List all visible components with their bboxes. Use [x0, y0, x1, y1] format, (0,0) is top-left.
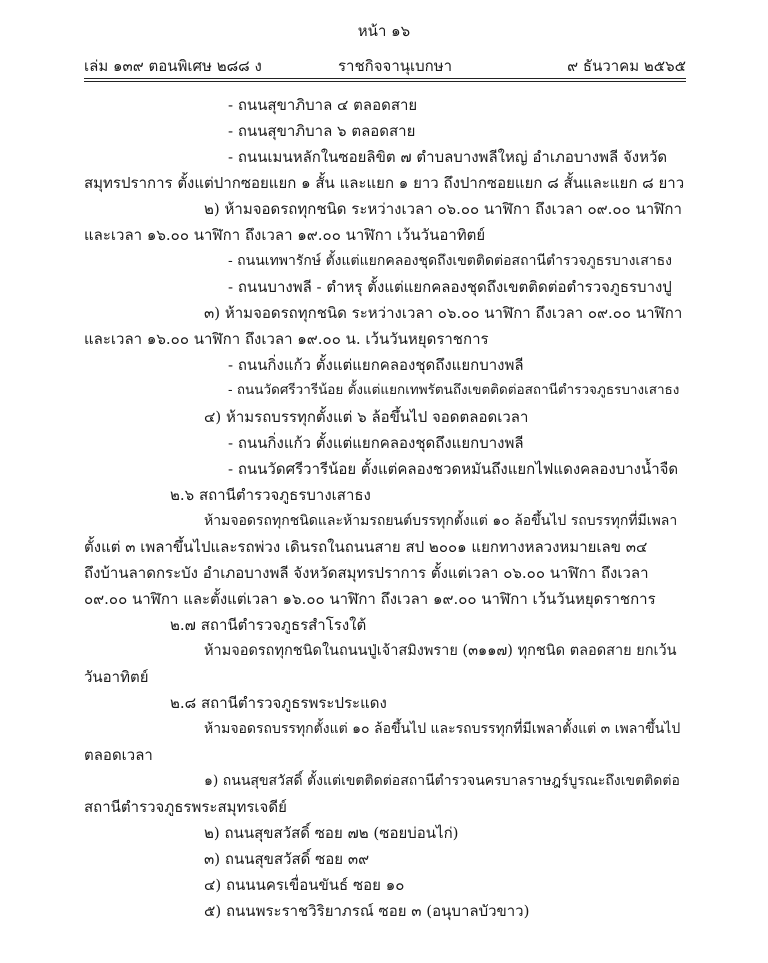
paragraph-line: ๐๙.๐๐ นาฬิกา และตั้งแต่เวลา ๑๖.๐๐ นาฬิกา ถึงเวลา ๑๙.๐๐ นาฬิกา เว้นวันหยุดราชการ — [84, 590, 656, 608]
numbered-item: ๔) ห้ามรถบรรทุกตั้งแต่ ๖ ล้อขึ้นไป จอดตลอดเวลา — [204, 408, 529, 426]
numbered-item: ๑) ถนนสุขสวัสดิ์ ตั้งแต่เขตติดต่อสถานีตำรวจนครบาลราษฎร์บูรณะถึงเขตติดต่อ — [204, 773, 680, 789]
numbered-item: ๕) ถนนพระราชวิริยาภรณ์ ซอย ๓ (อนุบาลบัวขาว) — [204, 902, 530, 920]
paragraph-line: ตลอดเวลา — [84, 746, 153, 764]
list-item: - ถนนเมนหลักในซอยลิขิต ๗ ตำบลบางพลีใหญ่ อำเภอบางพลี จังหวัด — [228, 148, 668, 166]
paragraph-line: สถานีตำรวจภูธรพระสมุทรเจดีย์ — [84, 798, 287, 816]
paragraph-line: ตั้งแต่ ๓ เพลาขึ้นไปและรถพ่วง เดินรถในถนนสาย สป ๒๐๐๑ แยกทางหลวงหมายเลข ๓๔ — [84, 538, 648, 556]
header-divider — [84, 78, 686, 79]
paragraph-line: สมุทรปราการ ตั้งแต่ปากซอยแยก ๑ สั้น และแยก ๑ ยาว ถึงปากซอยแยก ๘ สั้นและแยก ๘ ยาว — [84, 174, 685, 192]
paragraph-line: ห้ามจอดรถบรรทุกตั้งแต่ ๑๐ ล้อขึ้นไป และรถบรรทุกที่มีเพลาตั้งแต่ ๓ เพลาขึ้นไป — [204, 721, 681, 737]
list-item: - ถนนสุขาภิบาล ๖ ตลอดสาย — [228, 122, 416, 140]
publication-date: ๙ ธันวาคม ๒๕๖๕ — [567, 57, 686, 75]
paragraph-line: และเวลา ๑๖.๐๐ นาฬิกา ถึงเวลา ๑๙.๐๐ นาฬิกา เว้นวันอาทิตย์ — [84, 226, 486, 244]
paragraph-line: และเวลา ๑๖.๐๐ นาฬิกา ถึงเวลา ๑๙.๐๐ น. เว้นวันหยุดราชการ — [84, 330, 489, 348]
section-heading: ๒.๖ สถานีตำรวจภูธรบางเสาธง — [170, 486, 371, 504]
section-heading: ๒.๗ สถานีตำรวจภูธรสำโรงใต้ — [170, 616, 367, 634]
paragraph-line: วันอาทิตย์ — [84, 668, 149, 686]
list-item: - ถนนกิ่งแก้ว ตั้งแต่แยกคลองชุดถึงแยกบางพลี — [228, 356, 524, 374]
paragraph-line: ถึงบ้านลาดกระบัง อำเภอบางพลี จังหวัดสมุทรปราการ ตั้งแต่เวลา ๐๖.๐๐ นาฬิกา ถึงเวลา — [84, 564, 649, 582]
list-item: - ถนนสุขาภิบาล ๔ ตลอดสาย — [228, 96, 418, 114]
numbered-item: ๓) ถนนสุขสวัสดิ์ ซอย ๓๙ — [204, 850, 370, 868]
volume-info: เล่ม ๑๓๙ ตอนพิเศษ ๒๘๘ ง — [84, 57, 262, 75]
paragraph-line: ห้ามจอดรถทุกชนิดในถนนปู่เจ้าสมิงพราย (๓๑๑๗) ทุกชนิด ตลอดสาย ยกเว้น — [204, 643, 677, 659]
header-divider-double — [84, 81, 686, 82]
numbered-item: ๒) ถนนสุขสวัสดิ์ ซอย ๗๒ (ซอยบ่อนไก่) — [204, 824, 459, 842]
list-item: - ถนนกิ่งแก้ว ตั้งแต่แยกคลองชุดถึงแยกบางพลี — [228, 434, 524, 452]
numbered-item: ๓) ห้ามจอดรถทุกชนิด ระหว่างเวลา ๐๖.๐๐ นาฬิกา ถึงเวลา ๐๙.๐๐ นาฬิกา — [204, 304, 683, 322]
paragraph-line: ห้ามจอดรถทุกชนิดและห้ามรถยนต์บรรทุกตั้งแต่ ๑๐ ล้อขึ้นไป รถบรรทุกที่มีเพลา — [204, 513, 678, 529]
section-heading: ๒.๘ สถานีตำรวจภูธรพระประแดง — [170, 694, 387, 712]
page-number: หน้า ๑๖ — [357, 22, 411, 40]
list-item: - ถนนวัดศรีวารีน้อย ตั้งแต่คลองชวดหมันถึงแยกไฟแดงคลองบางน้ำจืด — [228, 460, 679, 478]
list-item: - ถนนวัดศรีวารีน้อย ตั้งแต่แยกเทพรัตนถึงเขตติดต่อสถานีตำรวจภูธรบางเสาธง — [228, 382, 680, 398]
list-item: - ถนนบางพลี - ตำหรุ ตั้งแต่แยกคลองชุดถึงเขตติดต่อตำรวจภูธรบางปู — [228, 278, 672, 296]
list-item: - ถนนเทพารักษ์ ตั้งแต่แยกคลองชุดถึงเขตติดต่อสถานีตำรวจภูธรบางเสาธง — [228, 253, 672, 269]
gazette-title: ราชกิจจานุเบกษา — [338, 57, 453, 75]
numbered-item: ๒) ห้ามจอดรถทุกชนิด ระหว่างเวลา ๐๖.๐๐ นาฬิกา ถึงเวลา ๐๙.๐๐ นาฬิกา — [204, 200, 682, 218]
numbered-item: ๔) ถนนนครเขื่อนขันธ์ ซอย ๑๐ — [204, 876, 405, 894]
gazette-header — [84, 54, 686, 74]
